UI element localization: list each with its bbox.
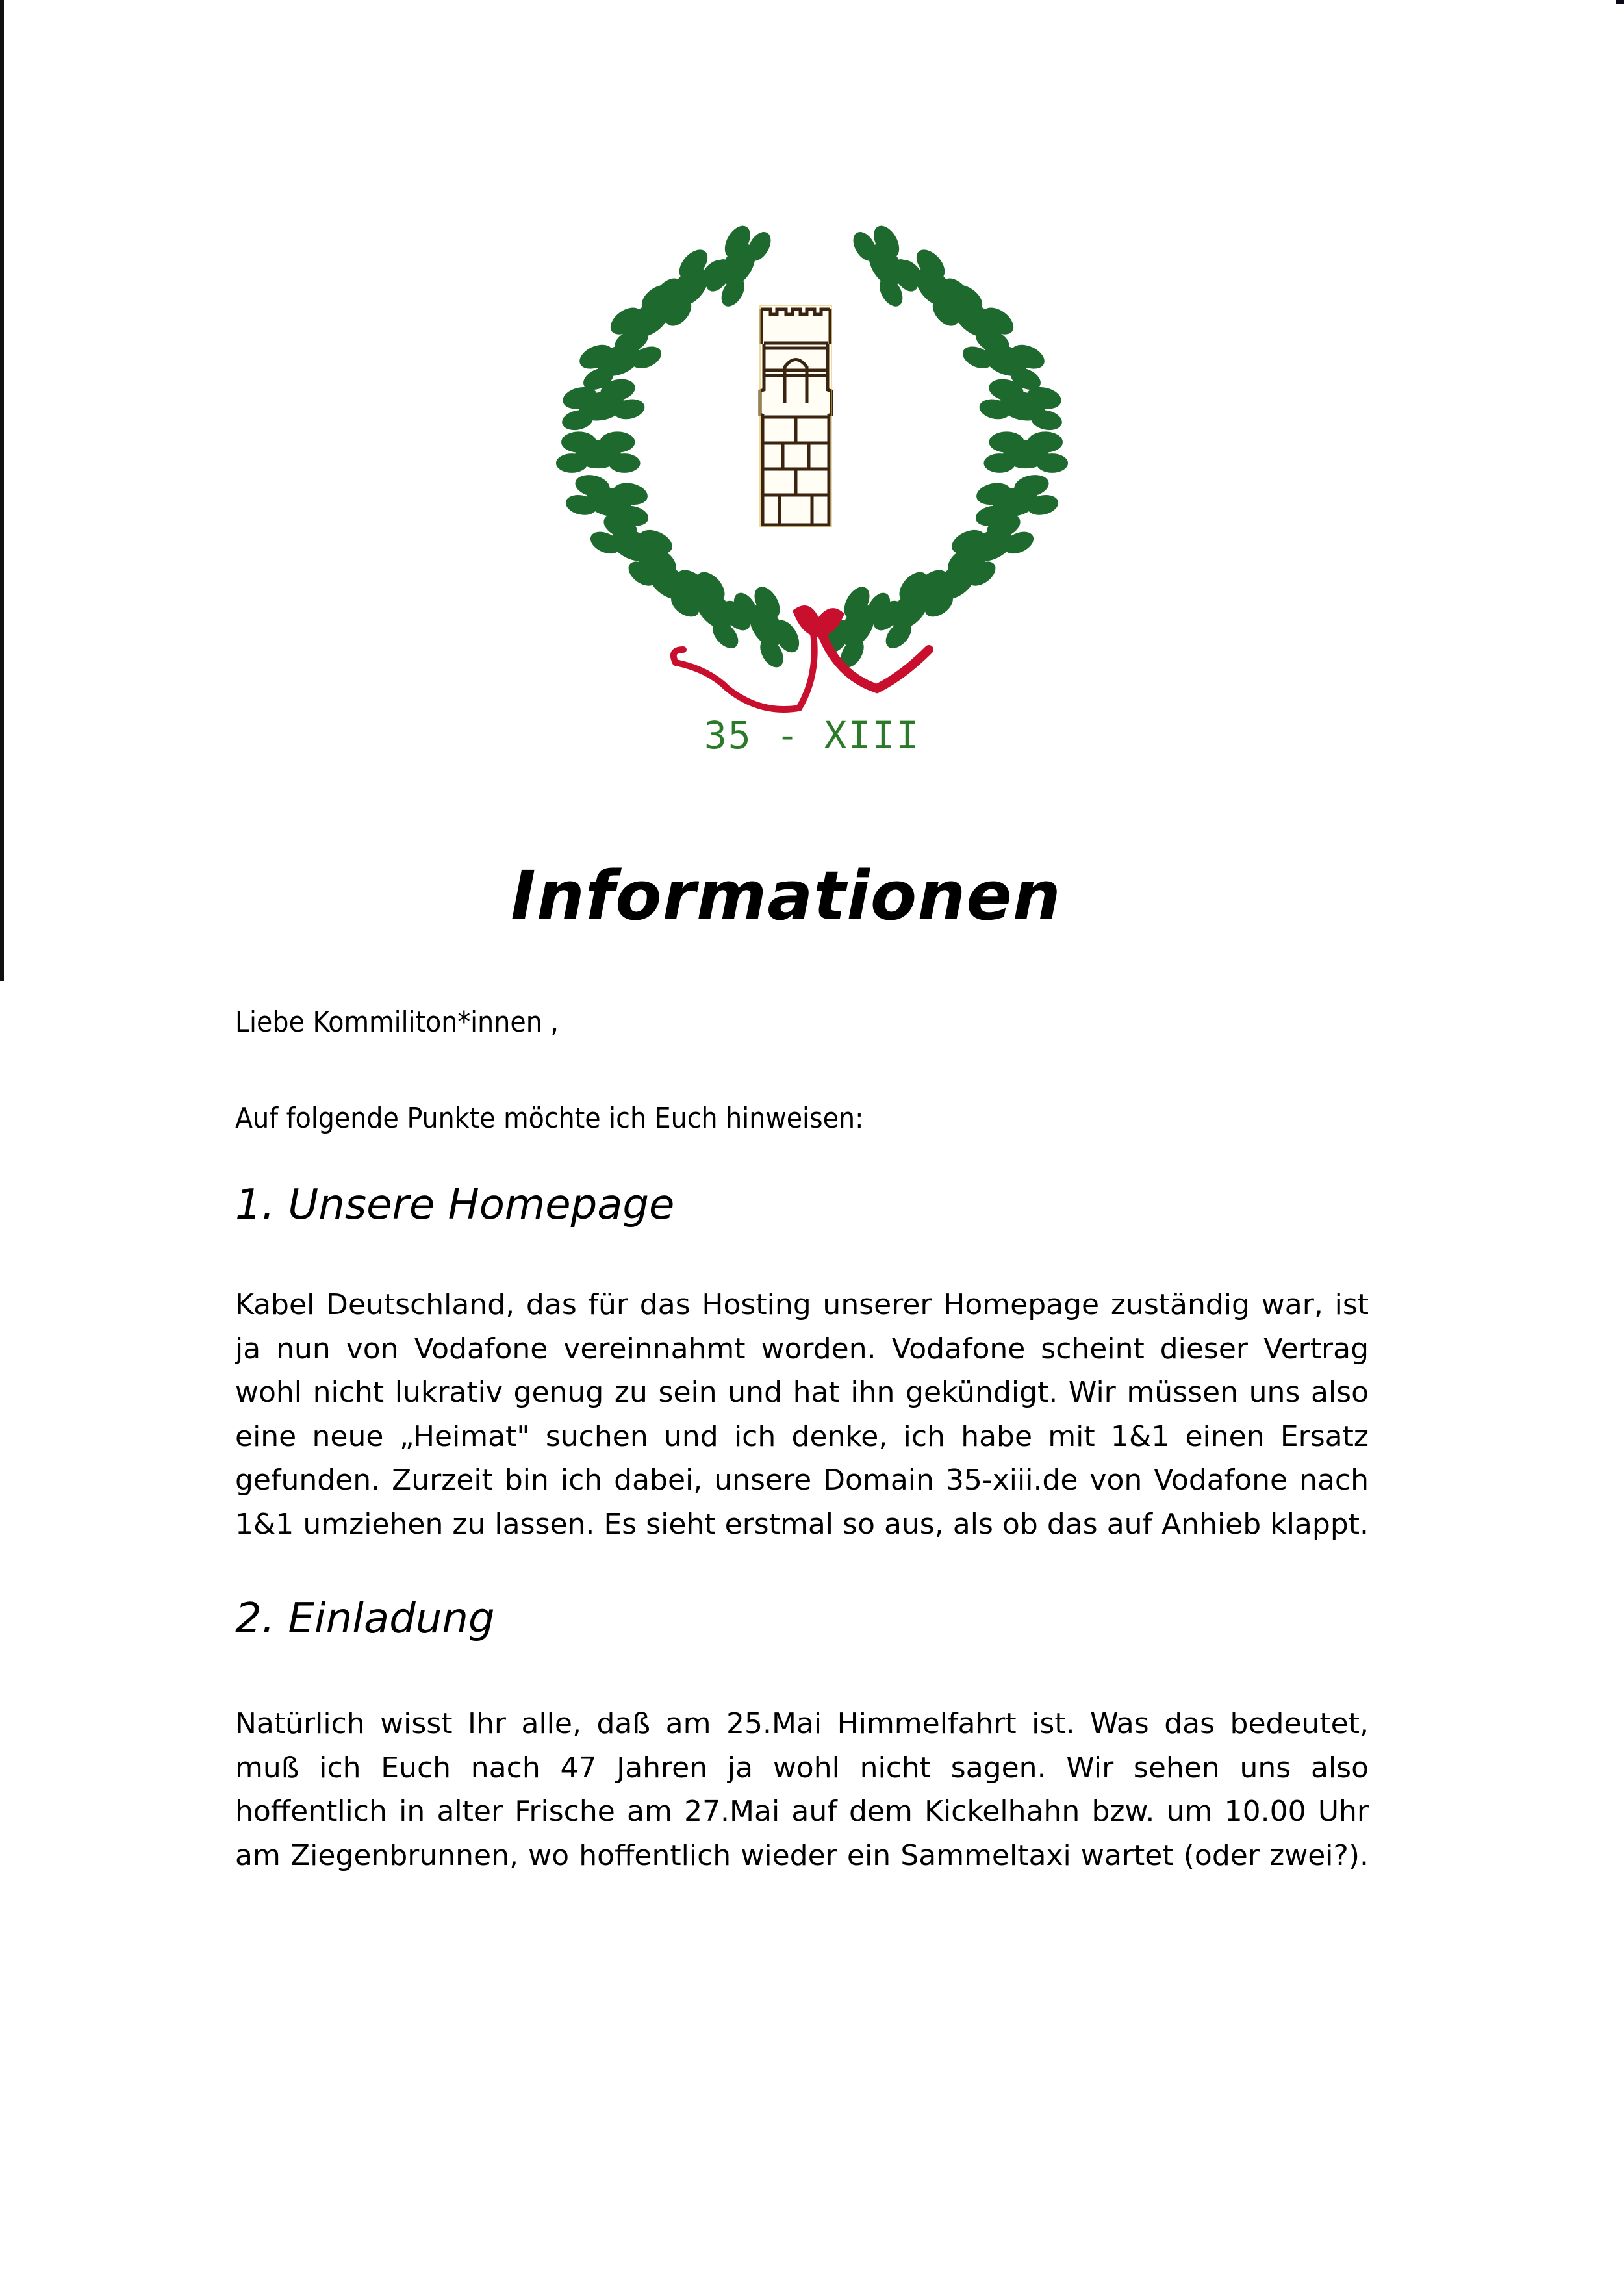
paragraph-line: muß ich Euch nach 47 Jahren ja wohl nicht sagen. Wir sehen uns also (235, 1751, 1369, 1784)
intro-text: Auf folgende Punkte möchte ich Euch hinweisen: (235, 1102, 864, 1135)
paragraph-line: Natürlich wisst Ihr alle, daß am 25.Mai Himmelfahrt ist. Was das bedeutet, (235, 1707, 1369, 1740)
scan-mark-corner (1616, 0, 1624, 4)
section-paragraph-einladung (235, 1702, 1369, 1877)
emblem-caption: 35 - XIII (704, 713, 920, 757)
paragraph-line: wohl nicht lukrativ genug zu sein und hat ihn gekündigt. Wir müssen uns also (235, 1376, 1369, 1409)
wreath-leaf-cluster (556, 431, 641, 472)
section-heading-einladung: 2. Einladung (235, 1595, 495, 1643)
paragraph-line: 1&1 umziehen zu lassen. Es sieht erstmal so aus, als ob das auf Anhieb klappt. (235, 1507, 1369, 1541)
wreath-leaf-cluster (983, 431, 1068, 472)
page-title: Informationen (511, 856, 1061, 935)
wreath-leaf-cluster (848, 217, 926, 311)
paragraph-line: am Ziegenbrunnen, wo hoffentlich wieder ein Sammeltaxi wartet (oder zwei?). (235, 1838, 1369, 1872)
paragraph-line: Kabel Deutschland, das für das Hosting unserer Homepage zuständig war, ist (235, 1288, 1369, 1321)
tower-icon (760, 305, 831, 526)
scan-border-left (0, 0, 4, 981)
paragraph-line: eine neue „Heimat" suchen und ich denke, ich habe mit 1&1 einen Ersatz (235, 1419, 1369, 1453)
section-paragraph-homepage (235, 1283, 1369, 1546)
paragraph-line: ja nun von Vodafone vereinnahmt worden. Vodafone scheint dieser Vertrag (235, 1332, 1369, 1365)
paragraph-line: hoffentlich in alter Frische am 27.Mai auf dem Kickelhahn bzw. um 10.00 Uhr (235, 1795, 1369, 1828)
paragraph-line: gefunden. Zurzeit bin ich dabei, unsere Domain 35-xiii.de von Vodafone nach (235, 1464, 1369, 1497)
laurel-wreath-with-tower-icon (513, 195, 1111, 780)
greeting: Liebe Kommiliton*innen , (235, 1006, 559, 1039)
emblem-logo (513, 195, 1111, 780)
wreath-leaf-cluster (698, 217, 776, 311)
section-heading-homepage: 1. Unsere Homepage (235, 1181, 675, 1229)
wreath-right-branch (817, 217, 1069, 672)
